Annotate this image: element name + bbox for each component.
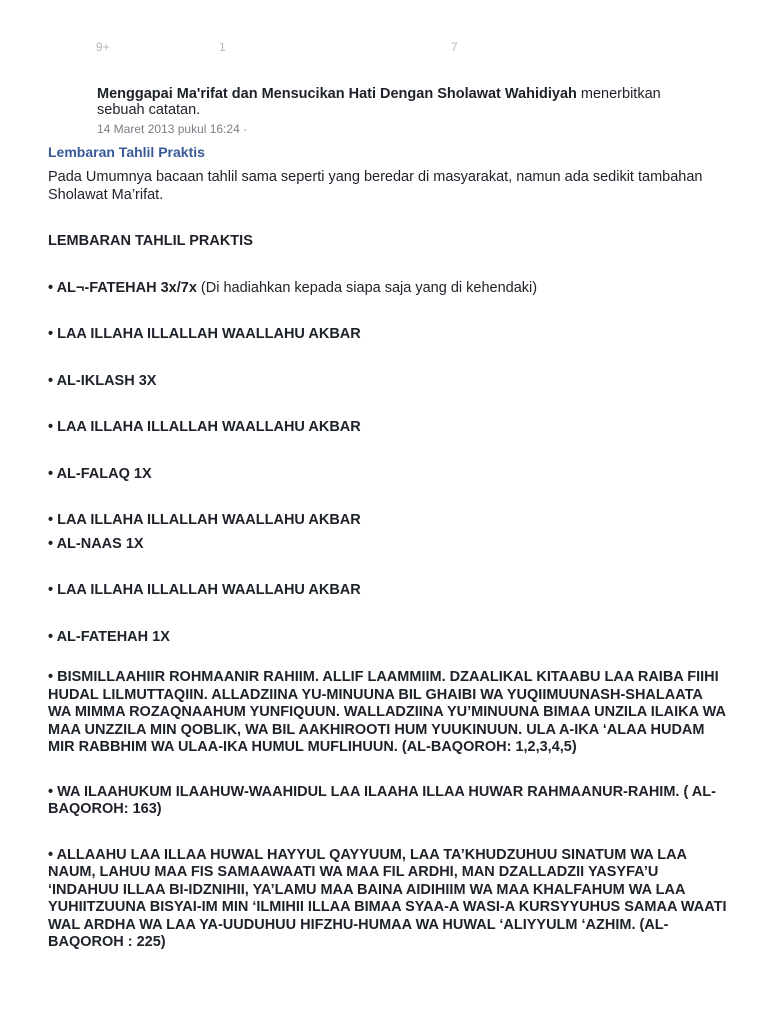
engagement-counts	[96, 40, 516, 56]
list-item: • AL-FATEHAH 1X	[48, 628, 170, 645]
list-item: • LAA ILLAHA ILLALLAH WAALLAHU AKBAR	[48, 512, 361, 528]
post-header	[97, 86, 707, 118]
list-item: • LAA ILLAHA ILLALLAH WAALLAHU AKBAR	[48, 326, 361, 342]
list-item: • AL-FALAQ 1X	[48, 465, 152, 482]
list-item: • BISMILLAAHIIR ROHMAANIR RAHIIM. ALLIF LAAMMIIM. DZAALIKAL KITAABU LAA RAIBA FIIHI HUDAL LILMUTTAQIIN. ALLADZIINA YU-MINUUNA BIL GHAIBI WA YUQIIMUUNASH-SHALAATA WA MIMMA ROZAQNAAHUM YUNFIQUUN. WALLADZIINA YU’MINUUNA BIMAA UNZILA ILAIKA WA MAA UNZZILA MIN QOBLIK, WA BIL AAKHIROOTI HUM YUUKINUUN. ULA A-IKA ‘ALAA HUDAM MIR RABBHIM WA ULAA-IKA HUMUL MUFLIHUUN. (AL-BAQOROH: 1,2,3,4,5)	[48, 669, 726, 755]
note-heading: LEMBARAN TAHLIL PRAKTIS	[48, 233, 253, 249]
list-item: • WA ILAAHUKUM ILAAHUW-WAAHIDUL LAA ILAAHA ILLAA HUWAR RAHMAANUR-RAHIM. ( AL-BAQOROH: 163)	[48, 783, 716, 817]
list-item: • LAA ILLAHA ILLALLAH WAALLAHU AKBAR	[48, 419, 361, 435]
share-count[interactable]: 7	[451, 40, 458, 54]
note-intro: Pada Umumnya bacaan tahlil sama seperti yang beredar di masyarakat, namun ada sedikit tambahan Sholawat Ma’rifat.	[48, 169, 703, 203]
list-item: • AL-NAAS 1X	[48, 535, 144, 552]
list-item-bold: • AL¬-FATEHAH 3x/7x	[48, 279, 197, 296]
list-item: • LAA ILLAHA ILLALLAH WAALLAHU AKBAR	[48, 582, 361, 598]
list-item	[48, 280, 728, 298]
comment-count[interactable]: 1	[219, 40, 226, 54]
post-action: menerbitkan sebuah catatan.	[97, 86, 661, 118]
list-item: • AL-IKLASH 3X	[48, 372, 157, 389]
post-timestamp[interactable]: 14 Maret 2013 pukul 16:24 ·	[97, 122, 248, 136]
author-name[interactable]: Menggapai Ma'rifat dan Mensucikan Hati Dengan Sholawat Wahidiyah	[97, 86, 577, 102]
list-item-rest: (Di hadiahkan kepada siapa saja yang di kehendaki)	[196, 279, 538, 296]
list-item: • ALLAAHU LAA ILLAA HUWAL HAYYUL QAYYUUM, LAA TA’KHUDZUHUU SINATUM WA LAA NAUM, LAHUU MAA FIS SAMAAWAATI WA MAA FIL ARDHI, MAN DZALLADZII YASYFA’U ‘INDAHUU ILLAA BI-IDZNIHII, YA’LAMU MAA BAINA AIDIHIIM WA MAA KHALFAHUM WA LAA YUHIITZUUNA BISYAI-IM MIN ‘ILMIHII ILLAA BIMAA SYAA-A WASI-A KURSYYUHUS SAMAA WAATI WAL ARDHA WA LAA YA-UUDUHUU HIFZHU-HUMAA WA HUWAL ‘ALIYYULM ‘AZHIM. (AL-BAQOROH : 225)	[48, 846, 727, 950]
note-body	[48, 169, 728, 952]
note-title: Lembaran Tahlil Praktis	[48, 144, 205, 160]
reaction-count[interactable]: 9+	[96, 40, 110, 54]
